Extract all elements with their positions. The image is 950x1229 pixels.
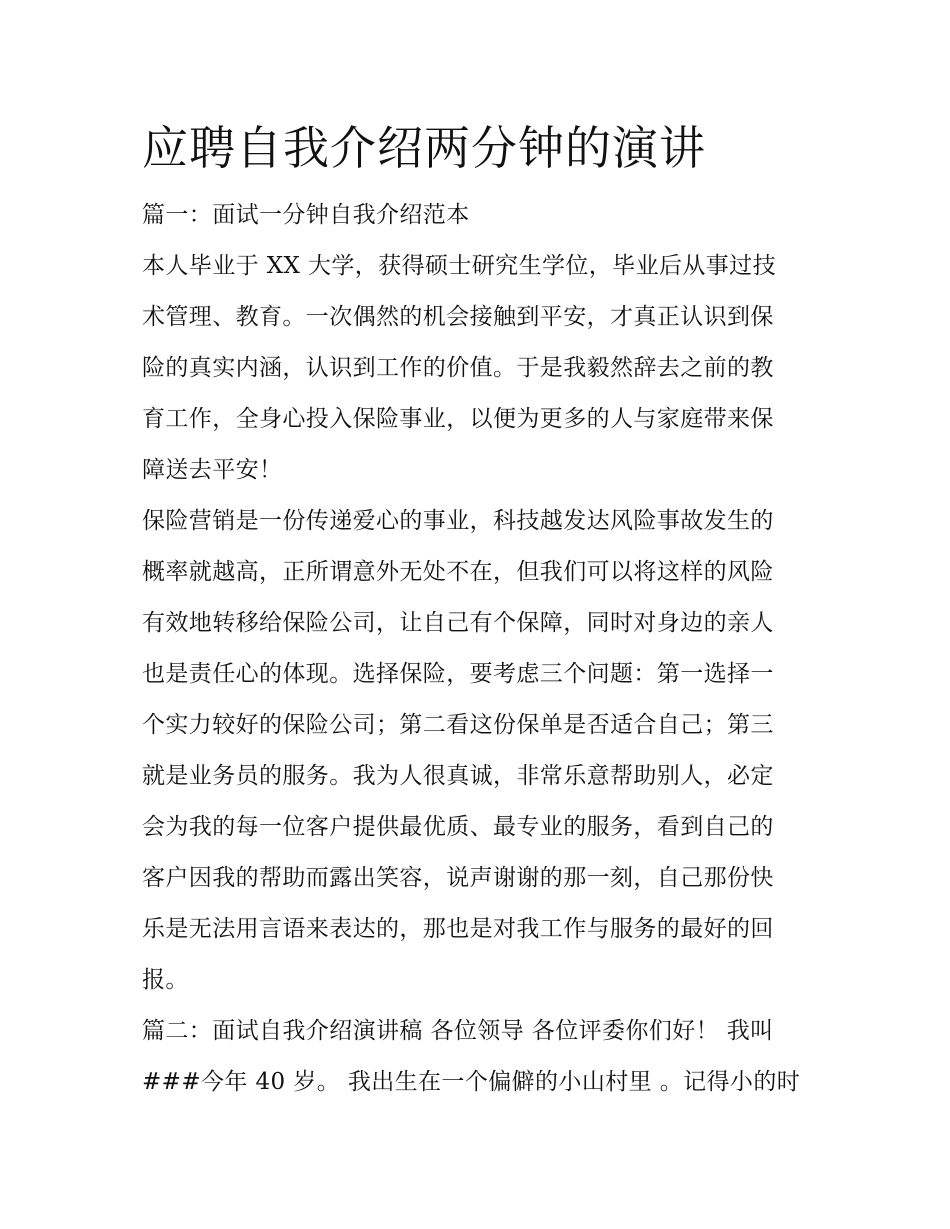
body-line: 本人毕业于 XX 大学，获得硕士研究生学位，毕业后从事过技 [142, 253, 776, 279]
body-line: 就是业务员的服务。我为人很真诚，非常乐意帮助别人，必定 [142, 763, 774, 789]
document-title: 应聘自我介绍两分钟的演讲 [142, 121, 706, 175]
body-line: 客户因我的帮助而露出笑容，说声谢谢的那一刻，自己那份快 [142, 865, 774, 891]
body-line: 乐是无法用言语来表达的，那也是对我工作与服务的最好的回 [142, 916, 774, 942]
body-line: 险的真实内涵，认识到工作的价值。于是我毅然辞去之前的教 [142, 355, 774, 381]
body-line: 也是责任心的体现。选择保险，要考虑三个问题：第一选择一 [142, 661, 774, 687]
body-line: 概率就越高，正所谓意外无处不在，但我们可以将这样的风险 [142, 559, 774, 585]
body-line: 有效地转移给保险公司，让自己有个保障，同时对身边的亲人 [142, 610, 774, 636]
document-page [142, 110, 814, 1108]
body-line: 障送去平安！ [142, 457, 283, 483]
document-body [142, 190, 814, 1108]
section-heading-1: 篇一：面试一分钟自我介绍范本 [142, 202, 470, 228]
body-line: 个实力较好的保险公司；第二看这份保单是否适合自己；第三 [142, 712, 774, 738]
body-line: 报。 [142, 967, 189, 993]
body-line: 育工作，全身心投入保险事业，以便为更多的人与家庭带来保 [142, 406, 774, 432]
body-line: 术管理、教育。一次偶然的机会接触到平安，才真正认识到保 [142, 304, 774, 330]
section-heading-2: 篇二：面试自我介绍演讲稿 各位领导 各位评委你们好！ 我叫 [142, 1018, 774, 1044]
body-line: 保险营销是一份传递爱心的事业，科技越发达风险事故发生的 [142, 508, 774, 534]
body-line: ###今年 40 岁。 我出生在一个偏僻的小山村里 。记得小的时 [142, 1069, 801, 1095]
body-line: 会为我的每一位客户提供最优质、最专业的服务，看到自己的 [142, 814, 774, 840]
